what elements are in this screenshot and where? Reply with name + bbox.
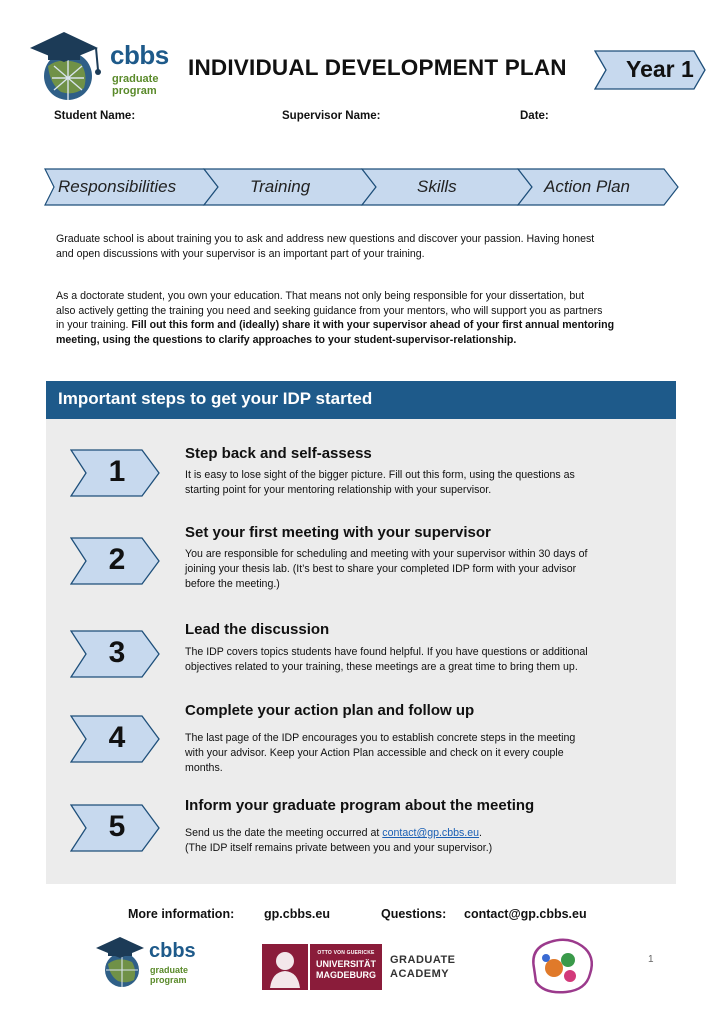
- step-1-number: 1: [108, 455, 126, 488]
- footer-logo-sub-graduate: graduate: [150, 965, 189, 975]
- intro-p2-line3: [56, 318, 671, 333]
- footer-questions-label: Questions:: [381, 907, 447, 921]
- contact-email-link[interactable]: contact@gp.cbbs.eu: [382, 827, 480, 839]
- step-1-line: It is easy to lose sight of the bigger picture. Fill out this form, using the questions as: [185, 469, 575, 481]
- intro-paragraph-2: [56, 289, 671, 347]
- graduate-academy-label: [390, 953, 456, 981]
- process-label-responsibilities: Responsibilities: [58, 177, 177, 196]
- page-title: INDIVIDUAL DEVELOPMENT PLAN: [188, 55, 567, 80]
- graduation-cap-globe-icon: [94, 934, 154, 994]
- step-4-line: The last page of the IDP encourages you to establish concrete steps in the meeting: [185, 732, 576, 744]
- process-label-skills: Skills: [417, 177, 457, 196]
- step-2-line: You are responsible for scheduling and meeting with your supervisor within 30 days of: [185, 548, 588, 560]
- cbbs-logo: [26, 26, 176, 116]
- uni-line2: UNIVERSITÄT: [315, 959, 376, 969]
- intro-p1-line1: Graduate school is about training you to ask and address new questions and discover your passion. Having honest: [56, 233, 595, 245]
- process-label-action-plan: Action Plan: [544, 177, 630, 196]
- intro-p2-line2: also actively getting the training you need and seeking guidance from your mentors, who will support you as partners: [56, 304, 603, 317]
- student-name-label: Student Name:: [54, 110, 136, 122]
- step-3-line: The IDP covers topics students have found helpful. If you have questions or additional: [185, 646, 588, 658]
- intro-p2-line3-plain: in your training.: [56, 319, 132, 331]
- step-3-description: [185, 645, 645, 675]
- step-4-description: [185, 731, 645, 776]
- step-5-line1-prefix: Send us the date the meeting occurred at: [185, 827, 383, 839]
- step-2-description: [185, 547, 645, 592]
- supervisor-name-label: Supervisor Name:: [282, 110, 381, 122]
- intro-p2-line1: As a doctorate student, you own your education. That means not only being responsible for your dissertation, but: [56, 290, 585, 302]
- footer-questions-link[interactable]: contact@gp.cbbs.eu: [464, 907, 587, 921]
- logo-sub-graduate: graduate: [112, 73, 159, 85]
- step-5-title: Inform your graduate program about the meeting: [185, 797, 535, 814]
- intro-p1-line2: and open discussions with your supervisor is an important part of your training.: [56, 247, 425, 260]
- step-3-line: objectives related to your training, these meetings are a great time to bring them up.: [185, 661, 578, 673]
- partner-brain-logo-icon: [524, 934, 600, 998]
- step-2-number: 2: [108, 543, 126, 576]
- step-1-line: starting point for your mentoring relationship with your supervisor.: [185, 484, 492, 496]
- university-portrait-icon: [262, 944, 308, 990]
- step-2-line: before the meeting.): [185, 578, 280, 590]
- footer-logo-brand: cbbs: [149, 940, 196, 962]
- intro-p2-line3-bold: Fill out this form and (ideally) share it with your supervisor ahead of your first annual mentoring: [131, 319, 615, 331]
- step-3-number: 3: [108, 636, 126, 669]
- step-4-title: Complete your action plan and follow up: [185, 702, 475, 719]
- step-1-title: Step back and self-assess: [185, 445, 372, 462]
- step-5-number: 5: [108, 810, 126, 843]
- step-4-number: 4: [108, 721, 126, 754]
- academy-line1: GRADUATE: [390, 954, 456, 966]
- intro-paragraph-1: [56, 232, 671, 261]
- footer-more-link[interactable]: gp.cbbs.eu: [264, 907, 330, 921]
- year-label: Year 1: [626, 56, 694, 82]
- step-5-line1: [185, 826, 645, 841]
- date-label: Date:: [520, 110, 549, 122]
- university-logo: [262, 944, 382, 990]
- uni-line3: MAGDEBURG: [316, 970, 376, 980]
- step-1-description: [185, 468, 645, 498]
- step-5-line1-suffix: .: [479, 827, 482, 839]
- step-5-line2: (The IDP itself remains private between you and your supervisor.): [185, 842, 493, 854]
- step-2-title: Set your first meeting with your supervisor: [185, 524, 491, 541]
- step-3-title: Lead the discussion: [185, 621, 330, 638]
- process-label-training: Training: [250, 177, 311, 196]
- step-2-line: joining your thesis lab. (It’s best to share your completed IDP form with your advisor: [185, 563, 577, 575]
- university-name-band: [310, 944, 382, 990]
- uni-line1: OTTO VON GUERICKE: [317, 950, 375, 956]
- footer-logo-sub-program: program: [150, 975, 187, 985]
- step-5-description: [185, 826, 645, 856]
- academy-line2: ACADEMY: [390, 968, 450, 980]
- intro-p2-line4: [56, 333, 671, 348]
- footer-cbbs-logo: [94, 934, 224, 994]
- intro-p2-line4-bold: meeting, using the questions to clarify approaches to your student-supervisor-relationship.: [56, 333, 517, 346]
- logo-sub-program: program: [112, 85, 157, 97]
- step-4-line: with your advisor. Keep your Action Plan accessible and check on it every couple: [185, 747, 564, 759]
- footer-more-label: More information:: [128, 907, 235, 921]
- page-number: 1: [648, 954, 654, 965]
- step-4-line: months.: [185, 762, 223, 774]
- steps-box-heading: Important steps to get your IDP started: [58, 389, 373, 408]
- logo-brand: cbbs: [110, 40, 169, 70]
